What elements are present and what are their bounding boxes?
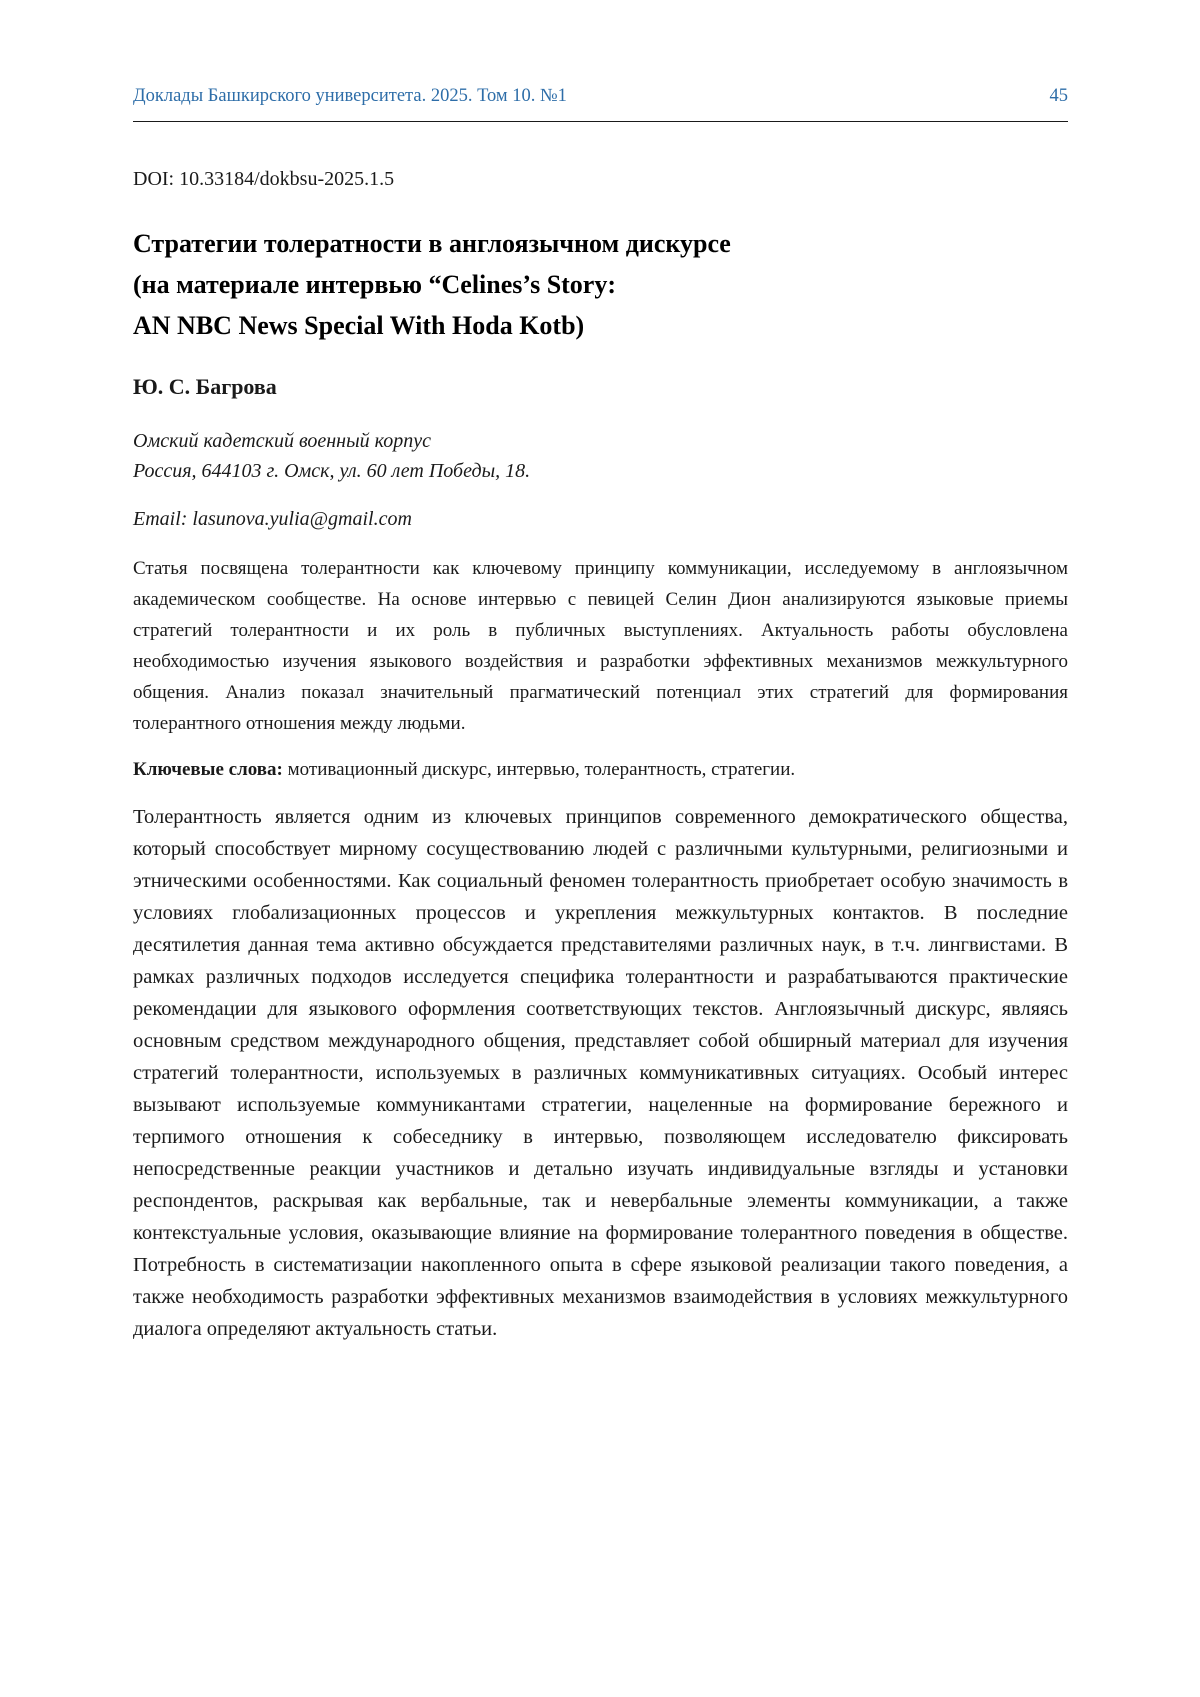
keywords-text: мотивационный дискурс, интервью, толерантность, стратегии.: [282, 759, 796, 780]
running-header: [133, 86, 1068, 122]
author-name: Ю. С. Багрова: [133, 374, 277, 399]
body-paragraph: Толерантность является одним из ключевых принципов современного демократического общества, который способствует мирному сосуществованию людей с различными культурными, религиозными и этническими особенностями. Как социальный феномен толерантность приобретает особую значимость в условиях глобализационных процессов и укрепления межкультурных контактов. В последние десятилетия данная тема активно обсуждается представителями различных наук, в т.ч. лингвистами. В рамках различных подходов исследуется специфика толерантности и разрабатываются практические рекомендации для языкового оформления соответствующих текстов. Англоязычный дискурс, являясь основным средством международного общения, представляет собой обширный материал для изучения стратегий толерантности, используемых в различных коммуникативных ситуациях. Особый интерес вызывают используемые коммуникантами стратегии, нацеленные на формирование бережного и терпимого отношения к собеседнику в интервью, позволяющем исследователю фиксировать непосредственные реакции участников и детально изучать индивидуальные взгляды и установки респондентов, раскрывая как вербальные, так и невербальные элементы коммуникации, а также контекстуальные условия, оказывающие влияние на формирование толерантного поведения в обществе. Потребность в систематизации накопленного опыта в сфере языковой реализации такого поведения, а также необходимость разработки эффективных механизмов взаимодействия в условиях межкультурного диалога определяют актуальность статьи.: [133, 806, 1068, 1340]
title-line-1: Стратегии толератности в англоязычном дискурсе: [133, 229, 731, 258]
affiliation-line-1: Омский кадетский военный корпус: [133, 430, 431, 452]
article-title: [133, 223, 1068, 346]
affiliation-line-2: Россия, 644103 г. Омск, ул. 60 лет Победы, 18.: [133, 460, 531, 482]
keywords-line: [133, 754, 1068, 785]
abstract-paragraph: Статья посвящена толерантности как ключевому принципу коммуникации, исследуемому в англоязычном академическом сообществе. На основе интервью с певицей Селин Дион анализируются языковые приемы стратегий толерантности и их роль в публичных выступлениях. Актуальность работы обусловлена необходимостью изучения языкового воздействия и разработки эффективных механизмов межкультурного общения. Анализ показал значительный прагматический потенциал этих стратегий для формирования толерантного отношения между людьми.: [133, 558, 1068, 734]
email-line: Email: lasunova.yulia@gmail.com: [133, 508, 412, 530]
affiliation: [133, 426, 1068, 486]
journal-header: Доклады Башкирского университета. 2025. Том 10. №1: [133, 86, 567, 106]
title-line-3: AN NBC News Special With Hoda Kotb): [133, 311, 585, 340]
keywords-label: Ключевые слова:: [133, 759, 283, 780]
page-number: 45: [1049, 86, 1068, 106]
title-line-2: (на материале интервью “Celines’s Story:: [133, 270, 617, 299]
doi-line: DOI: 10.33184/dokbsu-2025.1.5: [133, 168, 395, 190]
